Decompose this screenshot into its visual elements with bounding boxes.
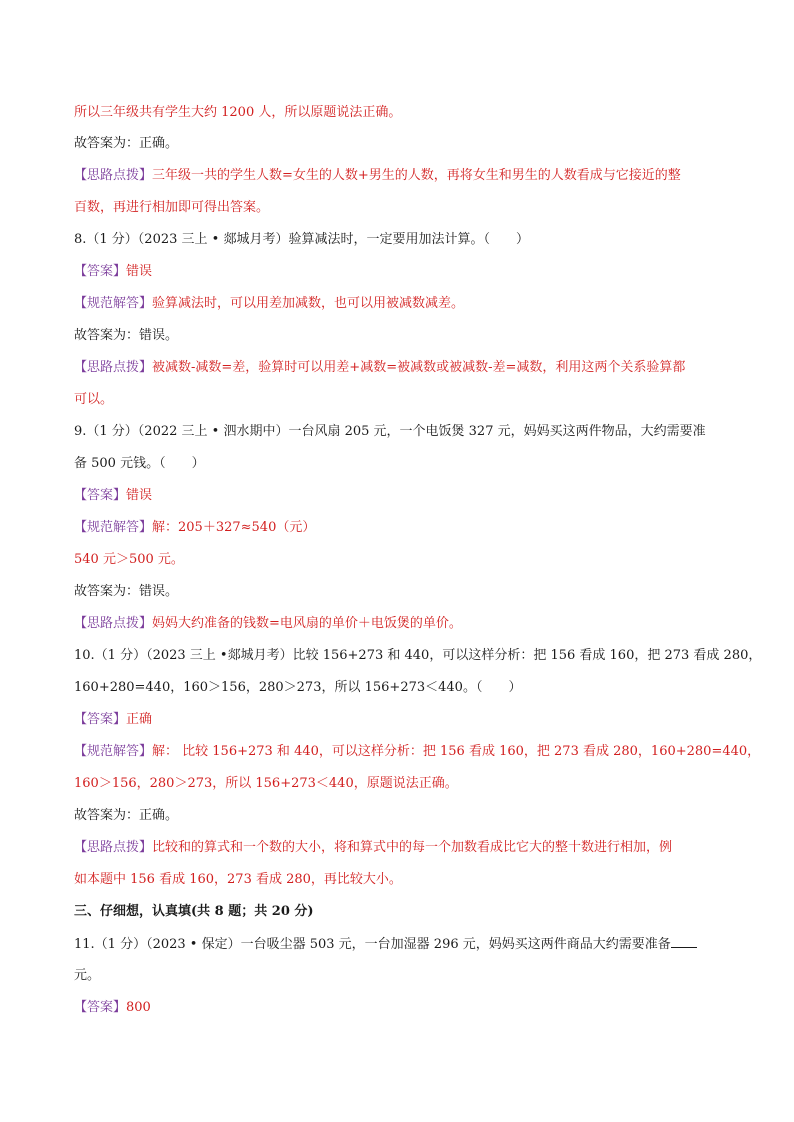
solution-line: 【规范解答】解： 比较 156+273 和 440，可以这样分析：把 156 看成 160，把 273 看成 280，160+280=440，	[74, 744, 761, 759]
hint-line: 【思路点拨】妈妈大约准备的钱数=电风扇的单价＋电饭煲的单价。	[74, 616, 462, 631]
question-10-continued: 160+280=440，160＞156，280＞273，所以 156+273＜440。（ ）	[74, 680, 522, 695]
question-11-continued: 元。	[74, 968, 101, 983]
question-11: 11.（1 分）（2023 • 保定）一台吸尘器 503 元，一台加湿器 296 元，妈妈买这两件商品大约需要准备	[74, 935, 697, 954]
answer-line: 【答案】错误	[74, 488, 153, 503]
solution-line-continued: 540 元＞500 元。	[74, 552, 184, 567]
hint-line: 【思路点拨】三年级一共的学生人数=女生的人数+男生的人数，再将女生和男生的人数看成与它接近的整	[74, 168, 681, 183]
solution-line: 所以三年级共有学生大约 1200 人，所以原题说法正确。	[74, 105, 402, 120]
hint-line-continued: 可以。	[74, 392, 114, 407]
hint-line: 【思路点拨】被减数-减数=差，验算时可以用差+减数=被减数或被减数-差=减数，利用这两个关系验算都	[74, 360, 686, 375]
hint-line: 【思路点拨】比较和的算式和一个数的大小，将和算式中的每一个加数看成比它大的整十数进行相加，例	[74, 840, 673, 855]
conclusion-line: 故答案为：错误。	[74, 584, 179, 599]
conclusion-line: 故答案为：错误。	[74, 328, 179, 343]
question-9-continued: 备 500 元钱。（ ）	[74, 456, 205, 471]
question-9: 9.（1 分）（2022 三上 • 泗水期中）一台风扇 205 元，一个电饭煲 327 元，妈妈买这两件物品，大约需要准	[74, 424, 706, 439]
answer-line: 【答案】800	[74, 1000, 151, 1015]
answer-line: 【答案】正确	[74, 712, 153, 727]
hint-line-continued: 百数，再进行相加即可得出答案。	[74, 200, 270, 215]
answer-line: 【答案】错误	[74, 264, 153, 279]
hint-line-continued: 如本题中 156 看成 160，273 看成 280，再比较大小。	[74, 872, 402, 887]
answer-blank	[671, 935, 697, 948]
question-8: 8.（1 分）（2023 三上 • 郯城月考）验算减法时，一定要用加法计算。（ ）	[74, 232, 529, 247]
question-10: 10.（1 分）（2023 三上 •郯城月考）比较 156+273 和 440，可以这样分析：把 156 看成 160，把 273 看成 280，	[74, 648, 762, 663]
section-heading: 三、仔细想，认真填(共 8 题；共 20 分)	[74, 904, 314, 919]
conclusion-line: 故答案为：正确。	[74, 808, 179, 823]
solution-line: 【规范解答】解：205＋327≈540（元）	[74, 520, 316, 535]
conclusion-line: 故答案为：正确。	[74, 136, 179, 151]
solution-line-continued: 160＞156，280＞273，所以 156+273＜440，原题说法正确。	[74, 776, 458, 791]
solution-line: 【规范解答】验算减法时，可以用差加减数，也可以用被减数减差。	[74, 296, 465, 311]
